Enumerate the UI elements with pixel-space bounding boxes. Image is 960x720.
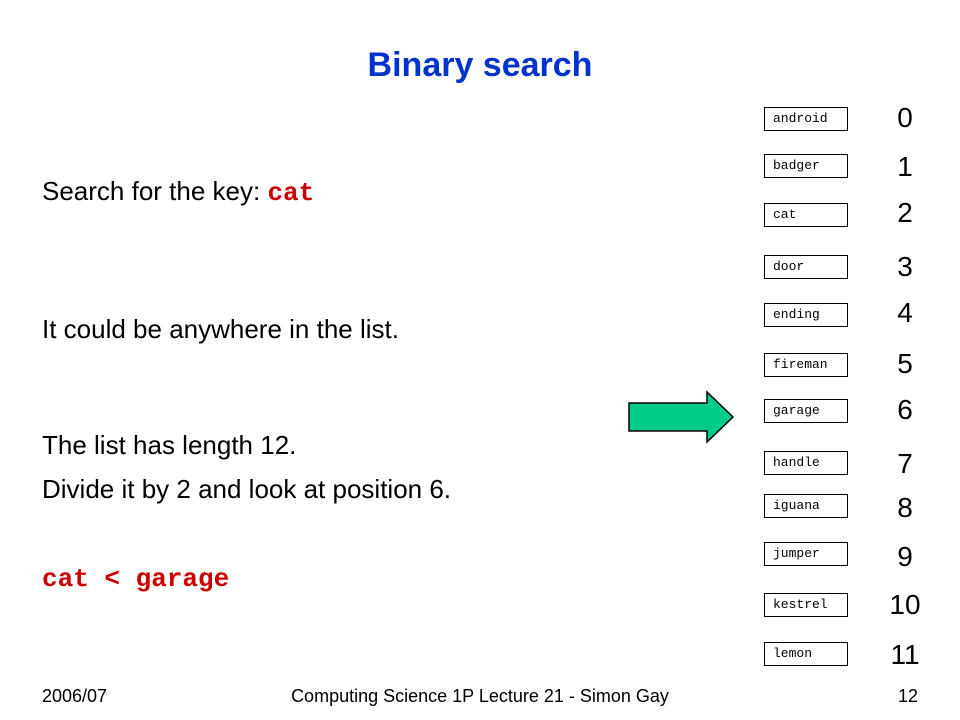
search-key-line	[42, 176, 314, 208]
anywhere-line: It could be anywhere in the list.	[42, 314, 399, 344]
list-index: 8	[897, 492, 913, 523]
search-key-value: cat	[267, 178, 315, 208]
list-index: 7	[897, 448, 913, 479]
search-key-label: Search for the key:	[42, 176, 268, 206]
list-item-box: android	[764, 107, 848, 131]
list-index: 6	[897, 394, 913, 425]
list-item-box: badger	[764, 154, 848, 178]
list-item-box: fireman	[764, 353, 848, 377]
footer-year: 2006/07	[42, 686, 108, 706]
list-item-box: kestrel	[764, 593, 848, 617]
list-item-box: garage	[764, 399, 848, 423]
list-index: 0	[897, 102, 913, 133]
footer-page-number: 12	[897, 686, 918, 706]
list-item-box: iguana	[764, 494, 848, 518]
comparison-line: cat < garage	[42, 564, 230, 594]
list-index: 4	[897, 297, 913, 328]
divide-line: Divide it by 2 and look at position 6.	[42, 474, 452, 504]
list-item-box: handle	[764, 451, 848, 475]
list-index: 2	[897, 197, 913, 228]
list-item-box: ending	[764, 303, 848, 327]
footer-course: Computing Science 1P Lecture 21 - Simon Gay	[291, 686, 669, 706]
list-index: 1	[897, 151, 913, 182]
list-index: 5	[897, 348, 913, 379]
list-item-box: lemon	[764, 642, 848, 666]
length-line: The list has length 12.	[42, 430, 297, 460]
list-index: 9	[897, 541, 913, 572]
list-item-box: cat	[764, 203, 848, 227]
pointer-arrow-icon	[627, 390, 737, 444]
list-item-box: door	[764, 255, 848, 279]
list-item-box: jumper	[764, 542, 848, 566]
slide-title: Binary search	[367, 46, 593, 84]
list-index: 10	[889, 589, 921, 620]
list-index: 11	[890, 639, 920, 670]
list-index: 3	[897, 251, 913, 282]
